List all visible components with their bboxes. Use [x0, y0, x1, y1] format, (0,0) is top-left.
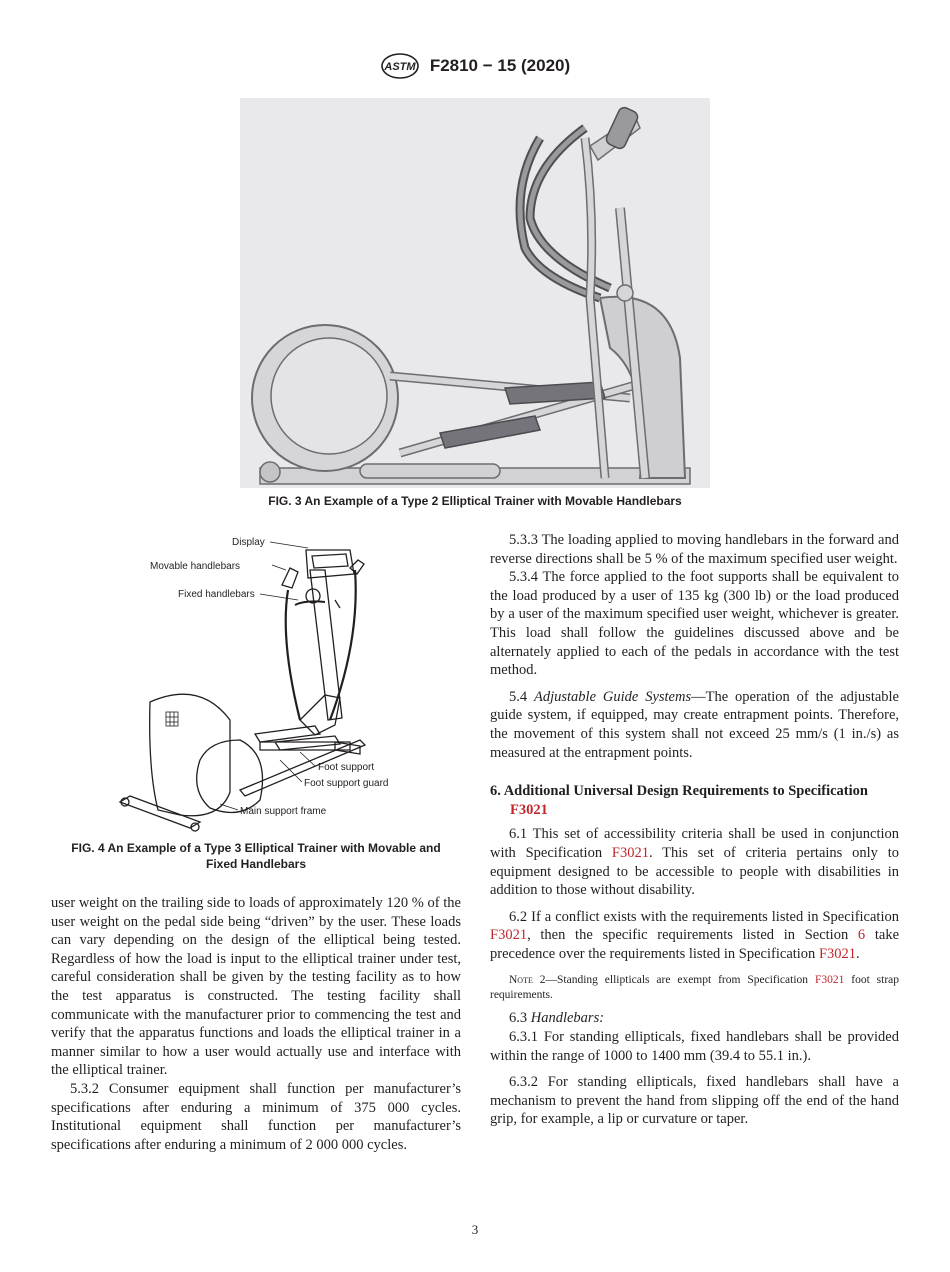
- text: , then the specific requirements listed in Section: [527, 927, 849, 944]
- paragraph-6-3-1: 6.3.1 For standing ellipticals, fixed handlebars shall be provided within the range of 1000 to 1400 mm (39.4 to 55.1 in.).: [490, 1029, 899, 1064]
- left-column: [51, 894, 461, 1154]
- right-column: [490, 531, 899, 1129]
- astm-logo-text: ASTM: [384, 61, 416, 73]
- label-display: Display: [232, 537, 265, 548]
- paragraph-5-3-2: 5.3.2 Consumer equipment shall function per manufacturer’s specifications after enduring a minimum of 375 000 cycles. Institutional equipment shall function per manufacturer’s specifications after enduring a minimum of 2 000 000 cycles.: [51, 1080, 461, 1153]
- label-fixed-handlebars: Fixed handlebars: [178, 589, 255, 600]
- label-main-support-frame: Main support frame: [240, 806, 327, 817]
- ref-link-f3021[interactable]: F3021: [611, 844, 649, 861]
- text: 6.2 If a conflict exists with the requirements listed in Specification: [509, 908, 899, 925]
- text: . This set of criteria pertains only to equipment designed to be accessible to people with disabilities in addition to those without disability.: [490, 844, 899, 899]
- paragraph-5-3-4: 5.3.4 The force applied to the foot supports shall be equivalent to the load produced by a user of 135 kg (300 lb) or the load produced by a user of the maximum specified user weight, whichever is greater. This load shall follow the guidelines discussed above and be alternately applied to each of the pedals in accordance with the test method.: [490, 569, 899, 679]
- figure-4-image: [110, 530, 450, 835]
- figure-4-caption-line1: FIG. 4 An Example of a Type 3 Elliptical Trainer with Movable and: [71, 841, 441, 855]
- note-label: Note 2: [509, 974, 546, 987]
- section-title-italic: Adjustable Guide Systems: [534, 688, 692, 705]
- page-number: 3: [471, 1222, 479, 1237]
- paragraph-5-3-3: 5.3.3 The loading applied to moving handlebars in the forward and reverse directions shall be 5 % of the maximum specified user weight.: [490, 532, 899, 567]
- ref-link-f3021[interactable]: F3021: [510, 801, 548, 818]
- figure-4-caption-line2: Fixed Handlebars: [205, 857, 307, 871]
- section-text: —The operation of the adjustable guide system, if equipped, may create entrapment points. Therefore, the movement of this system shall not exceed 25 mm/s (1 in./s) as measured at the entrapment points.: [490, 688, 899, 761]
- text: foot strap requirements.: [490, 974, 900, 1002]
- paragraph-6-2: 6.2 If a conflict exists with the requirements listed in Specification F3021, then the specific requirements listed in Section 6 take precedence over the requirements listed in Specification F3021.: [490, 908, 900, 962]
- figure-3-caption: FIG. 3 An Example of a Type 2 Elliptical Trainer with Movable Handlebars: [268, 494, 682, 508]
- text: take precedence over the requirements listed in Specification: [490, 927, 900, 962]
- paragraph-5-4: [490, 688, 899, 762]
- figure-3-image: [240, 98, 710, 488]
- text: —Standing ellipticals are exempt from Specification: [545, 974, 809, 987]
- label-foot-support-guard: Foot support guard: [304, 778, 389, 789]
- note-2: [490, 973, 899, 1003]
- paragraph-6-3-2: 6.3.2 For standing ellipticals, fixed handlebars shall have a mechanism to prevent the hand from slipping off the end of the hand grip, for example, a lip or curvature or taper.: [490, 1074, 899, 1128]
- section-6-title: 6. Additional Universal Design Requirements to Specification: [490, 783, 868, 800]
- label-movable-handlebars: Movable handlebars: [150, 561, 241, 572]
- ref-link-f3021[interactable]: F3021: [818, 945, 857, 962]
- standard-designation: F2810 − 15 (2020): [429, 56, 571, 75]
- page-header: [0, 52, 950, 82]
- paragraph-6-3: [490, 1009, 899, 1028]
- paragraph-continued: user weight on the trailing side to loads of approximately 120 % of the user weight on the pedal side being “driven” by the user. These loads can vary depending on the design of the elliptical being tested. Regardless of how the load is input to the elliptical trainer under test, careful consideration shall be given by the testing facility as to how the test apparatus is constructed. The testing facility shall communicate with the manufacturer prior to commencing the test and verify that the apparatus functions and loads the elliptical trainer in a manner similar to how a user would actually use and interface with the elliptical trainer.: [51, 895, 461, 1079]
- ref-link-f3021[interactable]: F3021: [814, 974, 845, 987]
- ref-link-section-6[interactable]: 6: [857, 927, 866, 944]
- section-number: 6.3: [509, 1010, 528, 1027]
- label-foot-support: Foot support: [318, 762, 375, 773]
- section-6-heading: [490, 782, 899, 819]
- section-title-italic: Handlebars:: [530, 1010, 605, 1027]
- text: 6.1 This set of accessibility criteria shall be used in conjunction with Specification: [490, 826, 899, 861]
- figure-4-caption: [50, 840, 462, 872]
- section-number: 5.4: [509, 688, 528, 705]
- ref-link-f3021[interactable]: F3021: [490, 927, 528, 944]
- astm-logo: [380, 52, 420, 80]
- paragraph-6-1: [490, 825, 899, 899]
